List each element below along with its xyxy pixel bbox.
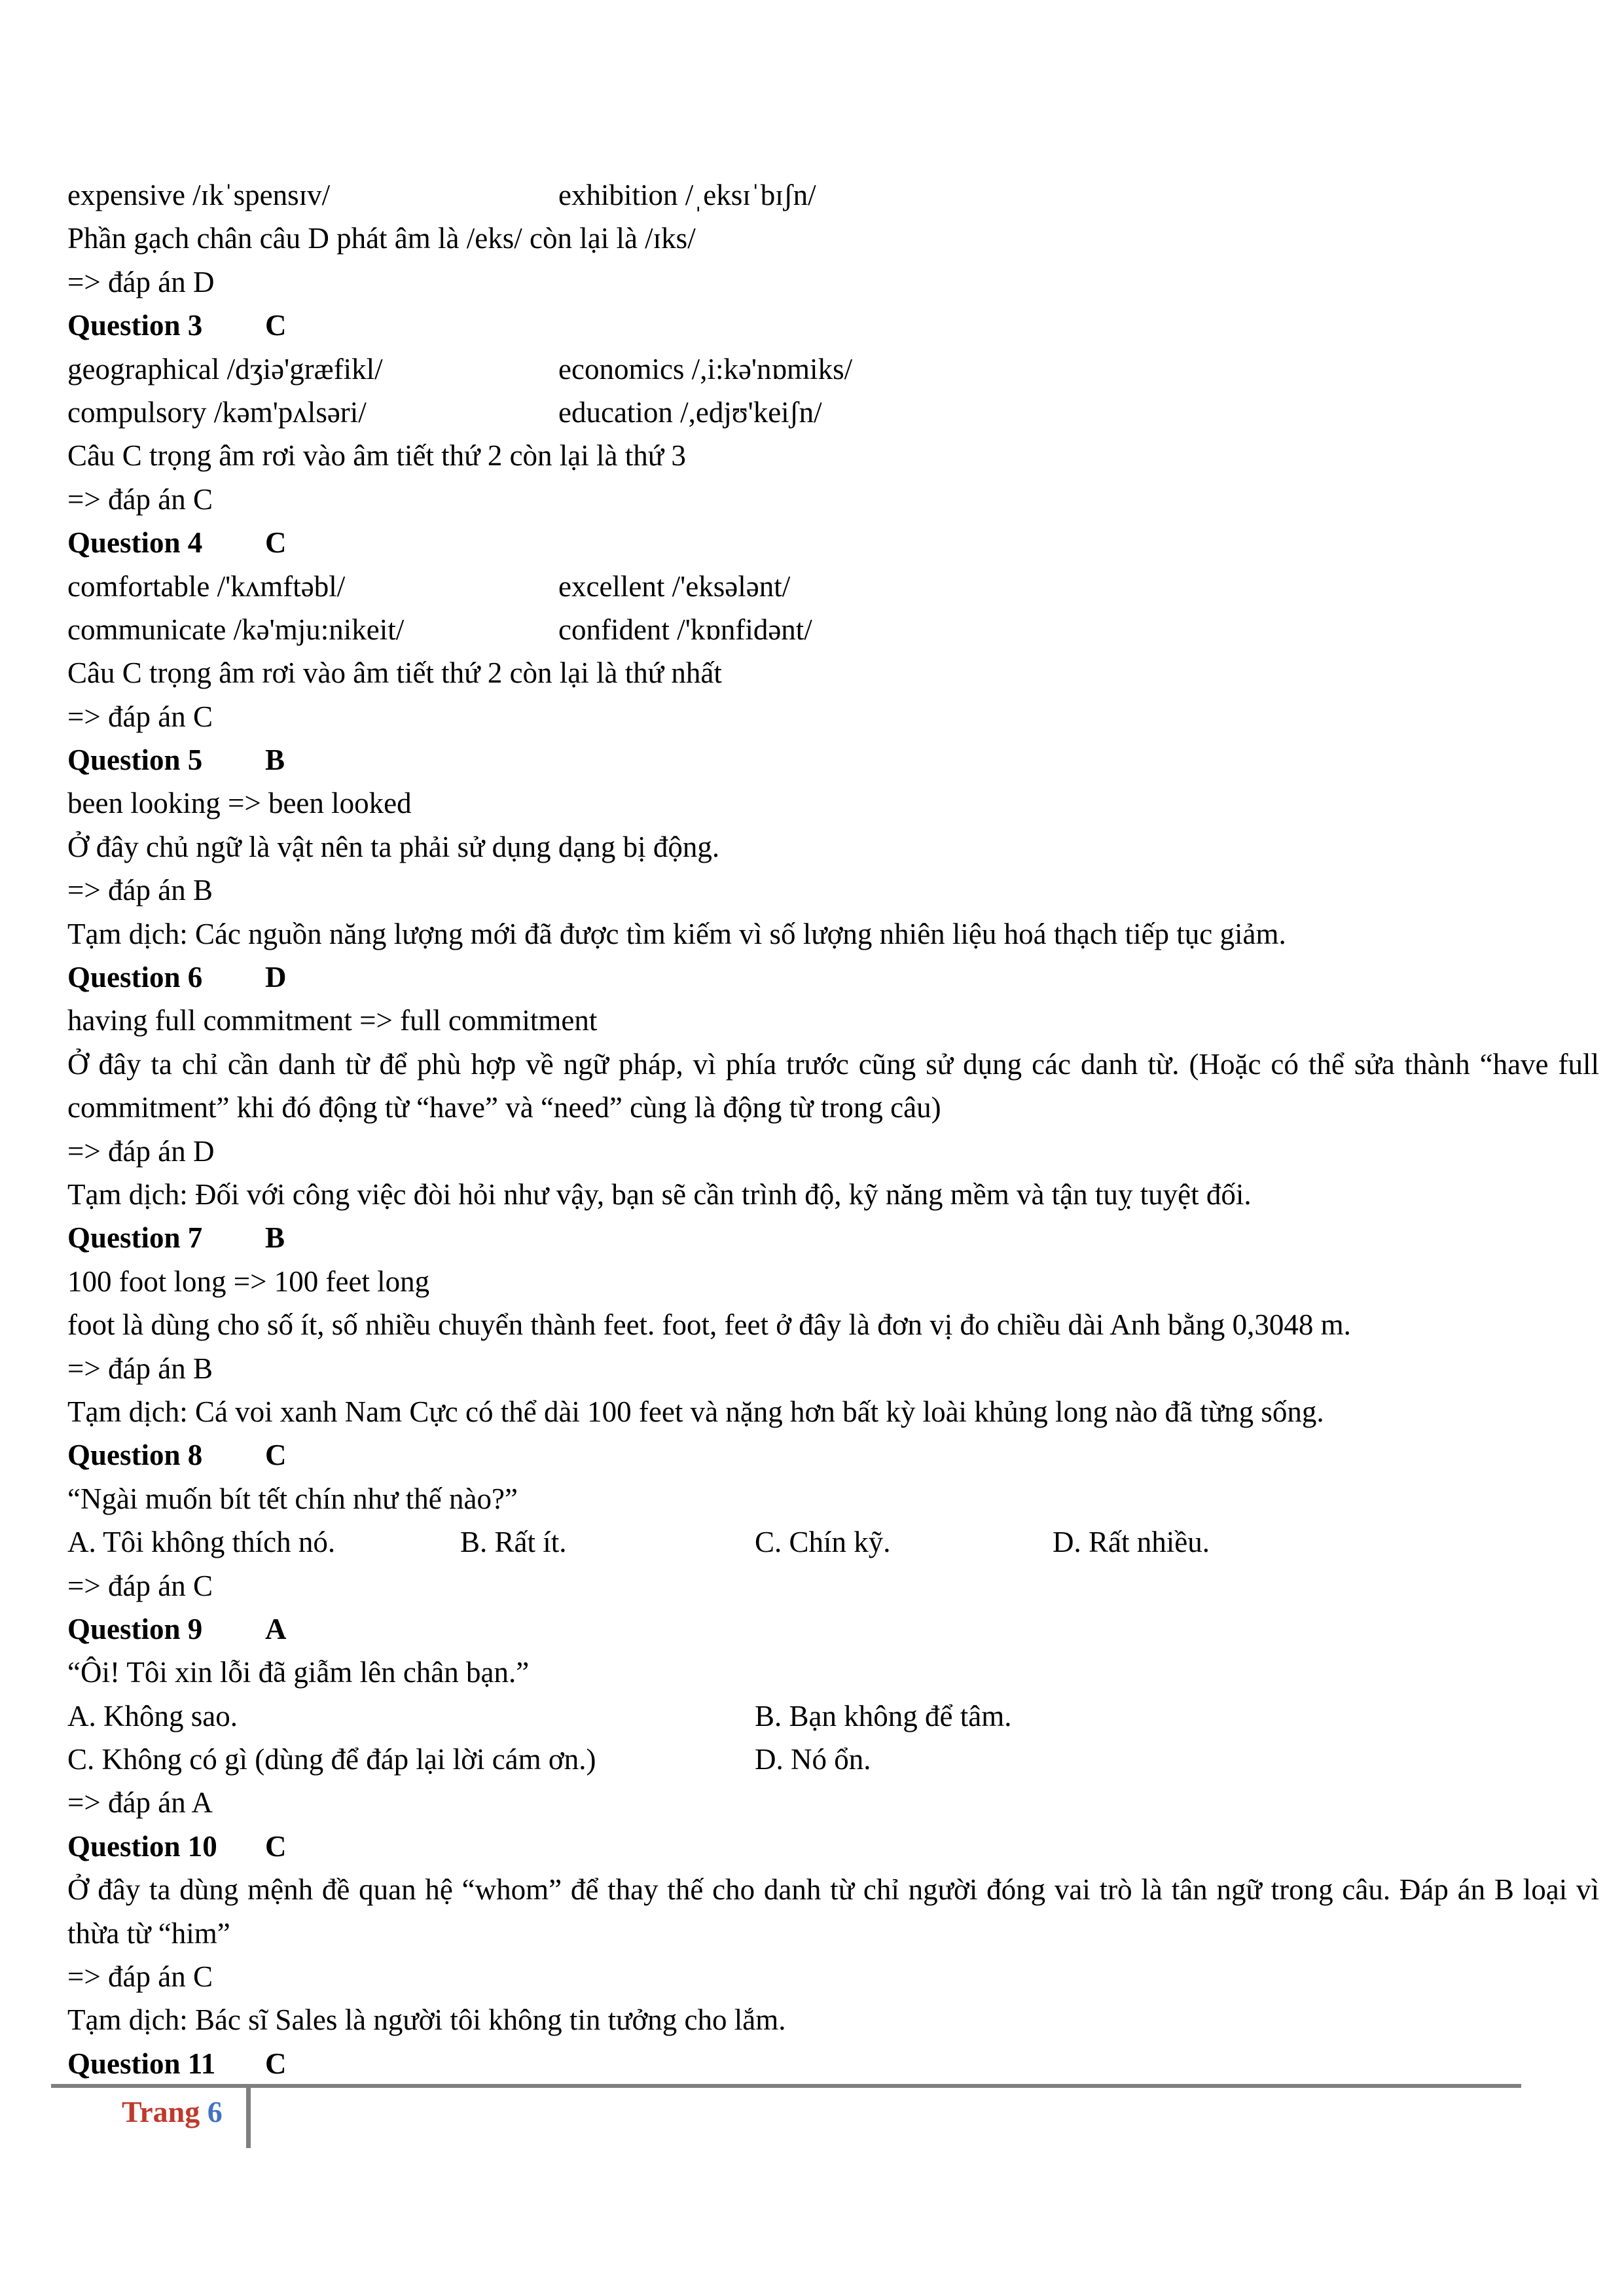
question-heading xyxy=(67,1433,1599,1477)
question-label: Question 3 xyxy=(67,309,203,342)
translation-text: Tạm dịch: Đối với công việc đòi hỏi như vậy, bạn sẽ cần trình độ, kỹ năng mềm và tận tuỵ tuyệt đối. xyxy=(67,1178,1252,1211)
phonetic-b: education /,edjʊ'keiʃn/ xyxy=(558,395,822,429)
question-heading xyxy=(67,304,1599,347)
question-heading xyxy=(67,738,1599,781)
answer-text: => đáp án B xyxy=(67,874,213,907)
question-label: Question 7 xyxy=(67,1221,203,1255)
explanation-text: Phần gạch chân câu D phát âm là /eks/ còn lại là /ɪks/ xyxy=(67,222,696,255)
question-label: Question 9 xyxy=(67,1612,203,1645)
options-row xyxy=(67,1738,1599,1781)
options-row xyxy=(67,1695,1599,1738)
translation-text: Tạm dịch: Cá voi xanh Nam Cực có thể dài 100 feet và nặng hơn bất kỳ loài khủng long nào đã từng sống. xyxy=(67,1395,1324,1428)
question-answer: C xyxy=(265,526,287,560)
option-a: A. Không sao. xyxy=(67,1699,238,1732)
option-c: C. Không có gì (dùng để đáp lại lời cám ơn.) xyxy=(67,1743,596,1776)
question-heading xyxy=(67,1825,1599,1868)
question-heading xyxy=(67,956,1599,999)
translation-text: Tạm dịch: Các nguồn năng lượng mới đã được tìm kiếm vì số lượng nhiên liệu hoá thạch tiếp tục giảm. xyxy=(67,917,1286,950)
question-label: Question 6 xyxy=(67,961,203,994)
question-label: Question 10 xyxy=(67,1829,217,1863)
footer-vertical-divider xyxy=(246,2088,251,2148)
answer-text: => đáp án D xyxy=(67,1134,215,1168)
question-answer: C xyxy=(265,1439,287,1472)
option-d: D. Rất nhiều. xyxy=(1053,1526,1210,1559)
phonetic-a: communicate /kə'mju:nikeit/ xyxy=(67,613,405,646)
option-b: B. Rất ít. xyxy=(460,1526,567,1559)
question-label: Question 8 xyxy=(67,1439,203,1472)
phonetic-row xyxy=(67,348,1599,391)
question-label: Question 11 xyxy=(67,2047,216,2080)
explanation-text: Ở đây ta chỉ cần danh từ để phù hợp về ngữ pháp, vì phía trước cũng sử dụng các danh từ. (Hoặc có thể sửa thành “have full commitment” khi đó động từ “have” và “need” cùng là động từ trong câu) xyxy=(67,1047,1599,1124)
question-answer: B xyxy=(265,744,285,777)
question-heading xyxy=(67,521,1599,564)
correction-text: 100 foot long => 100 feet long xyxy=(67,1265,430,1298)
phonetic-b: exhibition /ˌeksɪˈbɪʃn/ xyxy=(558,179,816,211)
answer-text: => đáp án C xyxy=(67,1960,213,1994)
phonetic-a: expensive /ɪkˈspensɪv/ xyxy=(67,179,331,211)
dialogue-text: “Ôi! Tôi xin lỗi đã giẫm lên chân bạn.” xyxy=(67,1656,530,1689)
footer-divider xyxy=(51,2084,1521,2088)
phonetic-row xyxy=(67,173,1599,217)
question-answer: A xyxy=(265,1612,287,1645)
answer-text: => đáp án C xyxy=(67,1569,213,1602)
answer-text: => đáp án C xyxy=(67,482,213,516)
question-label: Question 4 xyxy=(67,526,203,560)
correction-text: having full commitment => full commitment xyxy=(67,1004,598,1037)
answer-text: => đáp án A xyxy=(67,1786,213,1820)
question-label: Question 5 xyxy=(67,744,203,777)
answer-text: => đáp án B xyxy=(67,1352,213,1385)
question-answer: B xyxy=(265,1221,285,1255)
question-answer: D xyxy=(265,961,287,994)
question-answer: C xyxy=(265,309,287,342)
phonetic-row xyxy=(67,565,1599,608)
explanation-text: Câu C trọng âm rơi vào âm tiết thứ 2 còn lại là thứ 3 xyxy=(67,439,686,473)
document-body xyxy=(67,173,1599,2085)
dialogue-text: “Ngài muốn bít tết chín như thế nào?” xyxy=(67,1482,518,1515)
question-heading xyxy=(67,1216,1599,1259)
question-heading xyxy=(67,1607,1599,1651)
question-heading xyxy=(67,2042,1599,2085)
footer-page-word: Trang xyxy=(122,2095,200,2128)
phonetic-a: compulsory /kəm'pʌlsəri/ xyxy=(67,395,367,429)
explanation-text: foot là dùng cho số ít, số nhiều chuyển thành feet. foot, feet ở đây là đơn vị đo chiều dài Anh bằng 0,3048 m. xyxy=(67,1308,1351,1342)
footer-page-number: 6 xyxy=(207,2095,223,2128)
page-footer xyxy=(122,2094,223,2129)
explanation-text: Ở đây ta dùng mệnh đề quan hệ “whom” để thay thế cho danh từ chỉ người đóng vai trò là tân ngữ trong câu. Đáp án B loại vì thừa từ “him” xyxy=(67,1873,1599,1950)
phonetic-a: geographical /dʒiə'græfikl/ xyxy=(67,352,383,386)
answer-text: => đáp án C xyxy=(67,700,213,733)
phonetic-b: economics /,i:kə'nɒmiks/ xyxy=(558,352,853,386)
phonetic-b: confident /'kɒnfidənt/ xyxy=(558,613,812,646)
question-answer: C xyxy=(265,1829,287,1863)
correction-text: been looking => been looked xyxy=(67,787,412,820)
explanation-text: Câu C trọng âm rơi vào âm tiết thứ 2 còn lại là thứ nhất xyxy=(67,656,722,690)
question-answer: C xyxy=(265,2047,287,2080)
option-d: D. Nó ổn. xyxy=(755,1743,871,1776)
options-row xyxy=(67,1520,1599,1564)
translation-text: Tạm dịch: Bác sĩ Sales là người tôi không tin tưởng cho lắm. xyxy=(67,2003,786,2037)
phonetic-b: excellent /'eksələnt/ xyxy=(558,569,791,603)
option-b: B. Bạn không để tâm. xyxy=(755,1699,1012,1732)
phonetic-a: comfortable /'kʌmftəbl/ xyxy=(67,569,346,603)
option-a: A. Tôi không thích nó. xyxy=(67,1526,336,1559)
explanation-text: Ở đây chủ ngữ là vật nên ta phải sử dụng dạng bị động. xyxy=(67,830,720,863)
option-c: C. Chín kỹ. xyxy=(755,1526,891,1559)
phonetic-row xyxy=(67,391,1599,434)
phonetic-row xyxy=(67,608,1599,651)
answer-text: => đáp án D xyxy=(67,265,215,298)
